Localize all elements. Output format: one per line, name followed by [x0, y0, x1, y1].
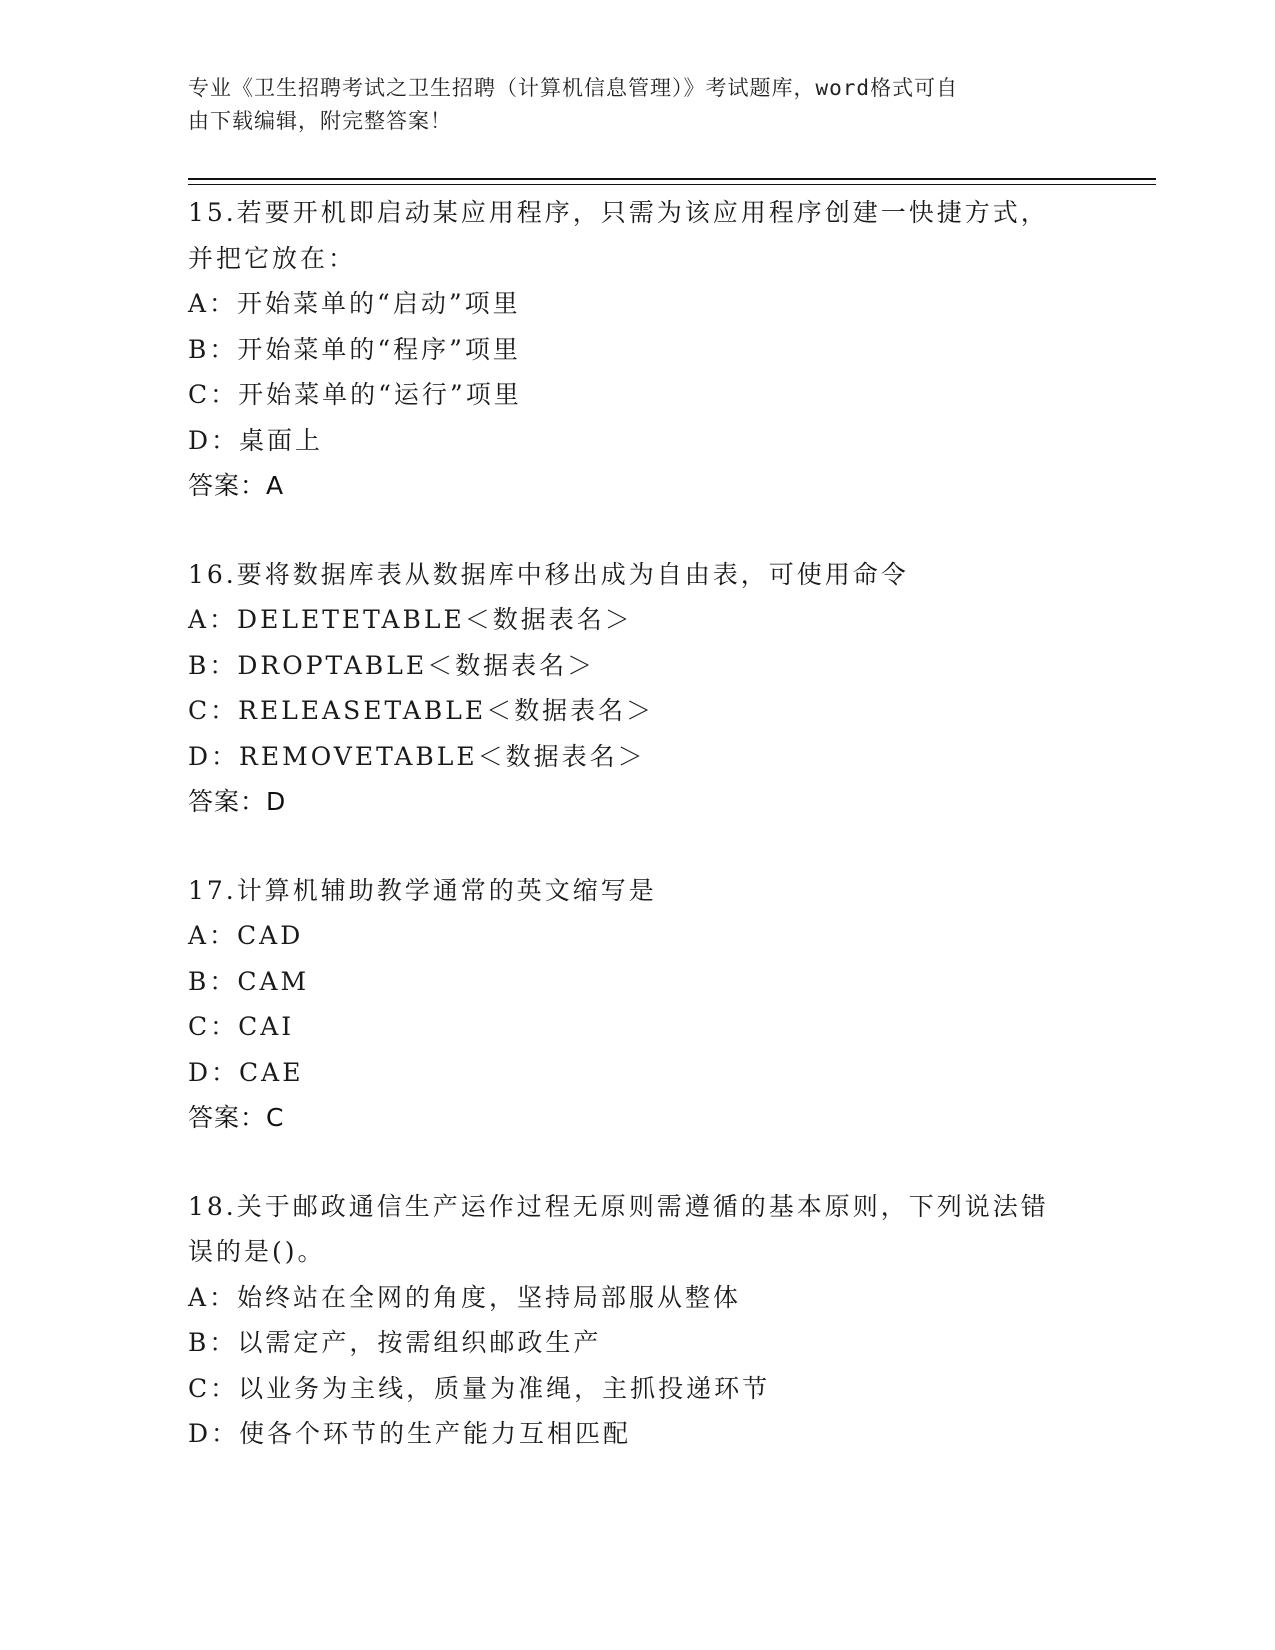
option-a: A：DELETETABLE＜数据表名＞ [188, 605, 633, 634]
answer: 答案：A [188, 471, 285, 500]
question-stem: 18.关于邮政通信生产运作过程无原则需遵循的基本原则，下列说法错 [188, 1191, 1049, 1221]
option-b: B：CAM [188, 966, 310, 996]
document-header [188, 72, 1068, 138]
option-b: B：DROPTABLE＜数据表名＞ [188, 650, 596, 680]
answer: 答案：D [188, 787, 287, 816]
option-d: D：使各个环节的生产能力互相匹配 [188, 1419, 632, 1448]
option-a: A：开始菜单的“启动”项里 [188, 289, 521, 318]
option-b: B：以需定产，按需组织邮政生产 [188, 1328, 602, 1357]
option-c: C：开始菜单的“运行”项里 [188, 380, 522, 409]
answer: 答案：C [188, 1103, 285, 1132]
question-stem: 16.要将数据库表从数据库中移出成为自由表，可使用命令 [188, 559, 909, 589]
option-c: C：RELEASETABLE＜数据表名＞ [188, 696, 655, 725]
header-divider-thick [188, 178, 1156, 180]
question-stem: 15.若要开机即启动某应用程序，只需为该应用程序创建一快捷方式， [188, 198, 1049, 227]
option-b: B：开始菜单的“程序”项里 [188, 334, 521, 364]
question-stem-continued: 误的是()。 [188, 1237, 326, 1266]
option-a: A：CAD [188, 921, 304, 950]
header-line-2: 由下载编辑，附完整答案！ [188, 109, 452, 133]
question-18 [188, 1184, 1088, 1457]
question-17 [188, 868, 1088, 1141]
header-line-1: 专业《卫生招聘考试之卫生招聘（计算机信息管理）》考试题库，word格式可自 [188, 76, 959, 100]
option-d: D：REMOVETABLE＜数据表名＞ [188, 741, 646, 771]
question-list [188, 190, 1088, 1500]
question-stem-continued: 并把它放在： [188, 243, 357, 273]
option-d: D：桌面上 [188, 425, 324, 455]
question-15 [188, 190, 1088, 509]
option-c: C：以业务为主线，质量为准绳，主抓投递环节 [188, 1373, 771, 1403]
question-stem: 17.计算机辅助教学通常的英文缩写是 [188, 875, 657, 905]
question-16 [188, 552, 1088, 825]
header-divider-thin [188, 184, 1156, 185]
option-a: A：始终站在全网的角度，坚持局部服从整体 [188, 1282, 742, 1312]
option-d: D：CAE [188, 1057, 304, 1087]
option-c: C：CAI [188, 1012, 295, 1041]
